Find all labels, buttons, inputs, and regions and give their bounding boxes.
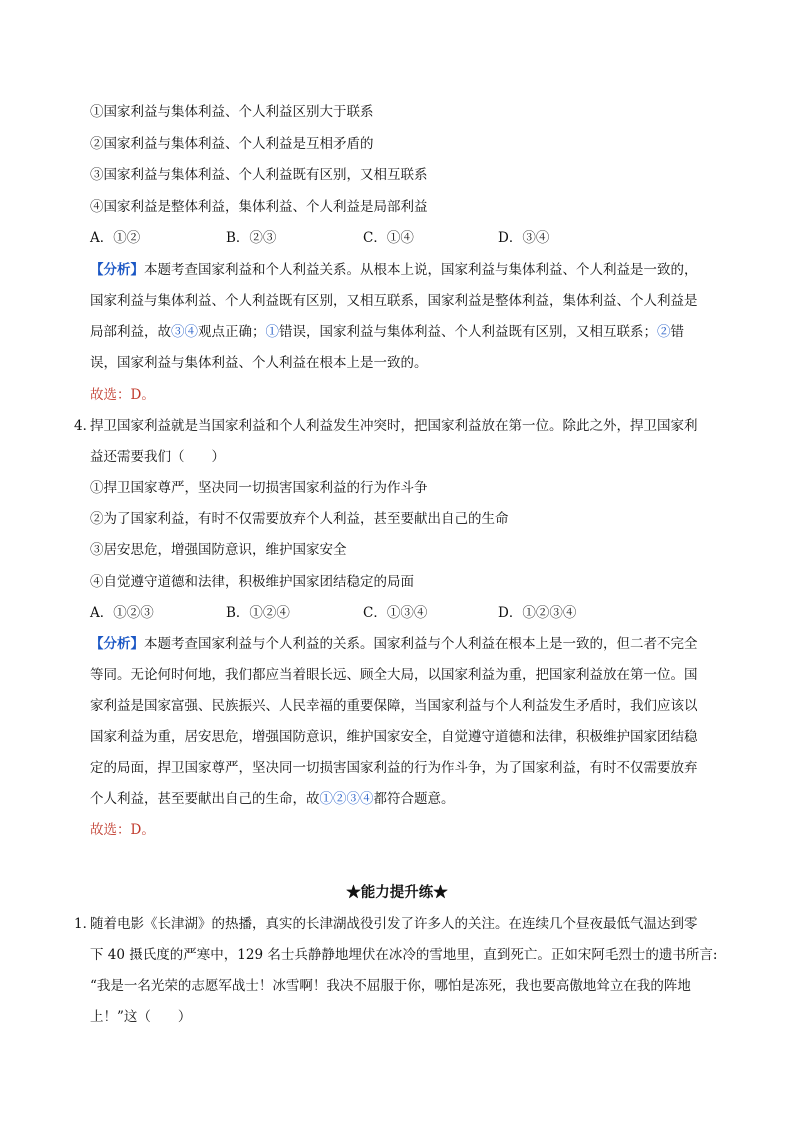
q3-answer: 故选：D。	[90, 387, 155, 403]
q4-item-4: ④自觉遵守道德和法律，积极维护国家团结稳定的局面	[90, 574, 414, 590]
q4-analysis-line-4: 国家利益为重，居安思危，增强国防意识，维护国家安全，自觉遵守道德和法律，积极维护国家团结稳	[90, 729, 698, 745]
q4-item-1: ①捍卫国家尊严，坚决同一切损害国家利益的行为作斗争	[90, 480, 428, 496]
q3-option-c: C．①④	[363, 230, 414, 246]
q4-option-c: C．①③④	[363, 605, 428, 621]
q4-option-a: A．①②③	[90, 605, 154, 621]
q4-option-b: B．①②④	[226, 605, 290, 621]
q3-item-2: ②国家利益与集体利益、个人利益是互相矛盾的	[90, 136, 374, 152]
q4-item-2: ②为了国家利益，有时不仅需要放弃个人利益，甚至要献出自己的生命	[90, 511, 509, 527]
q3-analysis-line-2: 国家利益与集体利益、个人利益既有区别，又相互联系，国家利益是整体利益，集体利益、个人利益是	[90, 293, 698, 309]
q3-analysis-line-4: 误，国家利益与集体利益、个人利益在根本上是一致的。	[90, 355, 428, 371]
q3-analysis-tag: 【分析】	[90, 262, 144, 278]
q4-analysis-line-5: 定的局面，捍卫国家尊严，坚决同一切损害国家利益的行为作斗争，为了国家利益，有时不仅需要放弃	[90, 760, 698, 776]
q4-analysis-line-2: 等同。无论何时何地，我们都应当着眼长远、顾全大局，以国家利益为重，把国家利益放在第一位。国	[90, 667, 698, 683]
q1-stem-line-1: 随着电影《长津湖》的热播，真实的长津湖战役引发了许多人的关注。在连续几个昼夜最低气温达到零	[90, 916, 698, 932]
q4-analysis-line-1: 【分析】本题考查国家利益与个人利益的关系。国家利益与个人利益在根本上是一致的，但二者不完全	[90, 636, 698, 652]
q1-number: 1．	[74, 916, 97, 932]
q4-option-d: D．①②③④	[498, 605, 577, 621]
q3-option-a: A．①②	[90, 230, 141, 246]
q3-item-3: ③国家利益与集体利益、个人利益既有区别，又相互联系	[90, 167, 428, 183]
q4-answer: 故选：D。	[90, 822, 155, 838]
q3-item-1: ①国家利益与集体利益、个人利益区别大于联系	[90, 104, 374, 120]
q4-number: 4．	[74, 418, 97, 434]
q1-stem-line-2: 下 40 摄氏度的严寒中，129 名士兵静静地埋伏在冰冷的雪地里，直到死亡。正如宋阿毛烈士的遗书所言:	[90, 947, 718, 963]
q3-option-d: D．③④	[498, 230, 550, 246]
q4-analysis-line-6: 个人利益，甚至要献出自己的生命，故①②③④都符合题意。	[90, 791, 455, 807]
q1-stem-line-4: 上！”这（ ）	[90, 1009, 192, 1025]
q3-analysis-line-1: 【分析】本题考查国家利益和个人利益关系。从根本上说，国家利益与集体利益、个人利益是一致的，	[90, 262, 698, 278]
q3-option-b: B．②③	[226, 230, 277, 246]
section-title: ★能力提升练★	[346, 884, 448, 901]
q4-stem-line-1: 捍卫国家利益就是当国家利益和个人利益发生冲突时，把国家利益放在第一位。除此之外，捍卫国家利	[90, 418, 698, 434]
q3-item-4: ④国家利益是整体利益，集体利益、个人利益是局部利益	[90, 199, 428, 215]
q1-stem-line-3: “我是一名光荣的志愿军战士！冰雪啊！我决不屈服于你，哪怕是冻死，我也要高傲地耸立在我的阵地	[90, 978, 691, 994]
q4-stem-line-2: 益还需要我们（ ）	[90, 449, 225, 465]
q3-analysis-line-3: 局部利益，故③④观点正确；①错误，国家利益与集体利益、个人利益既有区别，又相互联系；②错	[90, 324, 684, 340]
q4-analysis-tag: 【分析】	[90, 636, 144, 652]
q4-item-3: ③居安思危，增强国防意识，维护国家安全	[90, 542, 347, 558]
q4-analysis-line-3: 家利益是国家富强、民族振兴、人民幸福的重要保障，当国家利益与个人利益发生矛盾时，我们应该以	[90, 698, 698, 714]
